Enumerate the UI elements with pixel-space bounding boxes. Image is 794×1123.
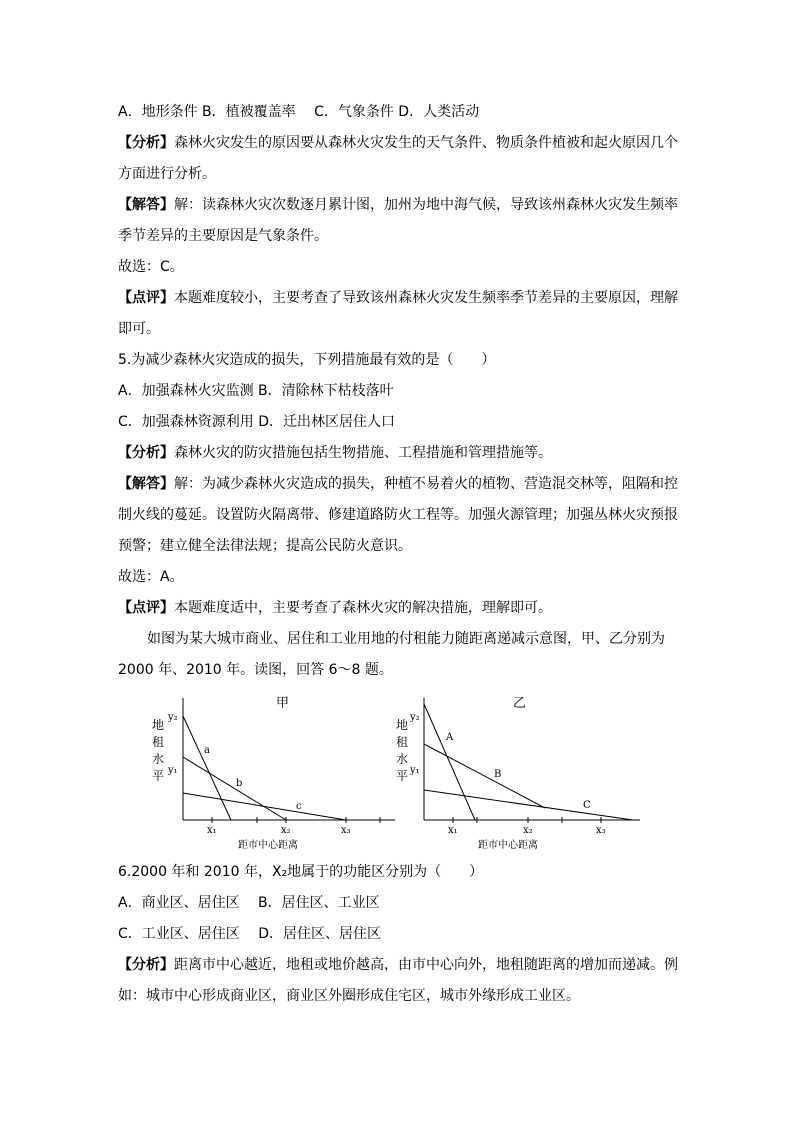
analysis-tag: 【分析】 (118, 445, 174, 461)
answer-tag: 【解答】 (118, 476, 174, 492)
ylabel-char: 水 (152, 752, 165, 766)
line-c (183, 793, 346, 820)
x-axis-label: 距市中心距离 (478, 840, 538, 851)
line-b (183, 757, 286, 820)
text-line: 制火线的蔓延。设置防火隔离带、修建道路防火工程等。加强火源管理；加强丛林火灾预报 (118, 507, 678, 523)
analysis-text: 森林火灾发生的原因要从森林火灾发生的天气条件、物质条件植被和起火原因几个 (174, 135, 678, 151)
y-tick-label: y₁ (168, 765, 178, 776)
text-line: 预警；建立健全法律法规；提高公民防火意识。 (118, 538, 412, 554)
line-A (424, 704, 475, 820)
line-a (183, 716, 231, 820)
text-line: 季节差异的主要原因是气象条件。 (118, 228, 328, 244)
text-line: 方面进行分析。 (118, 166, 216, 182)
ylabel-char: 租 (152, 735, 165, 749)
line-label: a (204, 745, 210, 756)
x-tick-label: x₁ (448, 825, 458, 836)
comment-text: 本题难度适中，主要考查了森林火灾的解决措施，理解即可。 (174, 600, 552, 616)
answer-tag: 【解答】 (118, 197, 174, 213)
x-tick-label: x₃ (596, 825, 606, 836)
figure-title: 乙 (513, 696, 527, 711)
x-tick-label: x₃ (341, 825, 351, 836)
line-C (424, 790, 633, 820)
analysis-tag: 【分析】 (118, 135, 174, 151)
analysis-tag: 【分析】 (118, 957, 174, 973)
question-5: 5.为减少森林火灾造成的损失，下列措施最有效的是（ ） (118, 352, 496, 368)
answer-text: 解：读森林火灾次数逐月累计图，加州为地中海气候，导致该州森林火灾发生频率 (174, 197, 678, 213)
intro-text: 如图为某大城市商业、居住和工业用地的付租能力随距离递减示意图，甲、乙分别为 (147, 631, 665, 647)
ylabel-char: 地 (396, 718, 409, 732)
ylabel-char: 水 (396, 752, 409, 766)
line-label: C (583, 800, 591, 811)
y-tick-label: y₂ (168, 712, 178, 723)
q5-options-ab: A．加强森林火灾监测 B．清除林下枯枝落叶 (118, 383, 394, 399)
ylabel-char: 平 (152, 769, 165, 783)
ylabel-char: 租 (396, 735, 409, 749)
q6-options-ab: A．商业区、居住区 B．居住区、工业区 (118, 895, 380, 911)
intro-text-cont: 2000 年、2010 年。读图，回答 6～8 题。 (118, 662, 393, 678)
x-axis-label: 距市中心距离 (238, 840, 298, 851)
q6-options-cd: C．工业区、居住区 D．居住区、居住区 (118, 926, 382, 942)
line-label: B (494, 769, 502, 780)
x-tick-label: x₂ (523, 825, 533, 836)
comment-tag: 【点评】 (118, 600, 174, 616)
figure-yi (396, 696, 640, 851)
ylabel-char: 平 (396, 769, 409, 783)
text-line: 即可。 (118, 321, 160, 337)
question-6: 6.2000 年和 2010 年，X₂地属于的功能区分别为（ ） (118, 864, 484, 880)
y-tick-label: y₂ (410, 712, 420, 723)
comment-text: 本题难度较小，主要考查了导致该州森林火灾发生频率季节差异的主要原因，理解 (174, 290, 678, 306)
analysis-paragraph (118, 955, 678, 975)
comment-tag: 【点评】 (118, 290, 174, 306)
q4-options: A．地形条件 B．植被覆盖率 C．气象条件 D．人类活动 (118, 104, 480, 120)
analysis-text: 距离市中心越近，地租或地价越高，由市中心向外，地租随距离的增加而递减。例 (174, 957, 678, 973)
analysis-text: 森林火灾的防灾措施包括生物措施、工程措施和管理措施等。 (174, 445, 552, 461)
line-label: c (296, 801, 302, 812)
y-tick-label: y₁ (410, 765, 420, 776)
figure-title: 甲 (276, 696, 290, 711)
q5-options-cd: C．加强森林资源利用 D．迁出林区居住人口 (118, 414, 396, 430)
x-tick-label: x₁ (207, 825, 217, 836)
choice-line: 故选：C。 (118, 259, 184, 275)
line-label: A (446, 732, 454, 743)
answer-text: 解：为减少森林火灾造成的损失，种植不易着火的植物、营造混交林等，阻隔和控 (174, 476, 678, 492)
ylabel-char: 地 (152, 718, 165, 732)
figure-jia (152, 696, 395, 851)
choice-line: 故选：A。 (118, 569, 184, 585)
x-tick-label: x₂ (281, 825, 291, 836)
text-line: 如：城市中心形成商业区，商业区外圈形成住宅区，城市外缘形成工业区。 (118, 988, 580, 1004)
line-label: b (236, 778, 243, 789)
